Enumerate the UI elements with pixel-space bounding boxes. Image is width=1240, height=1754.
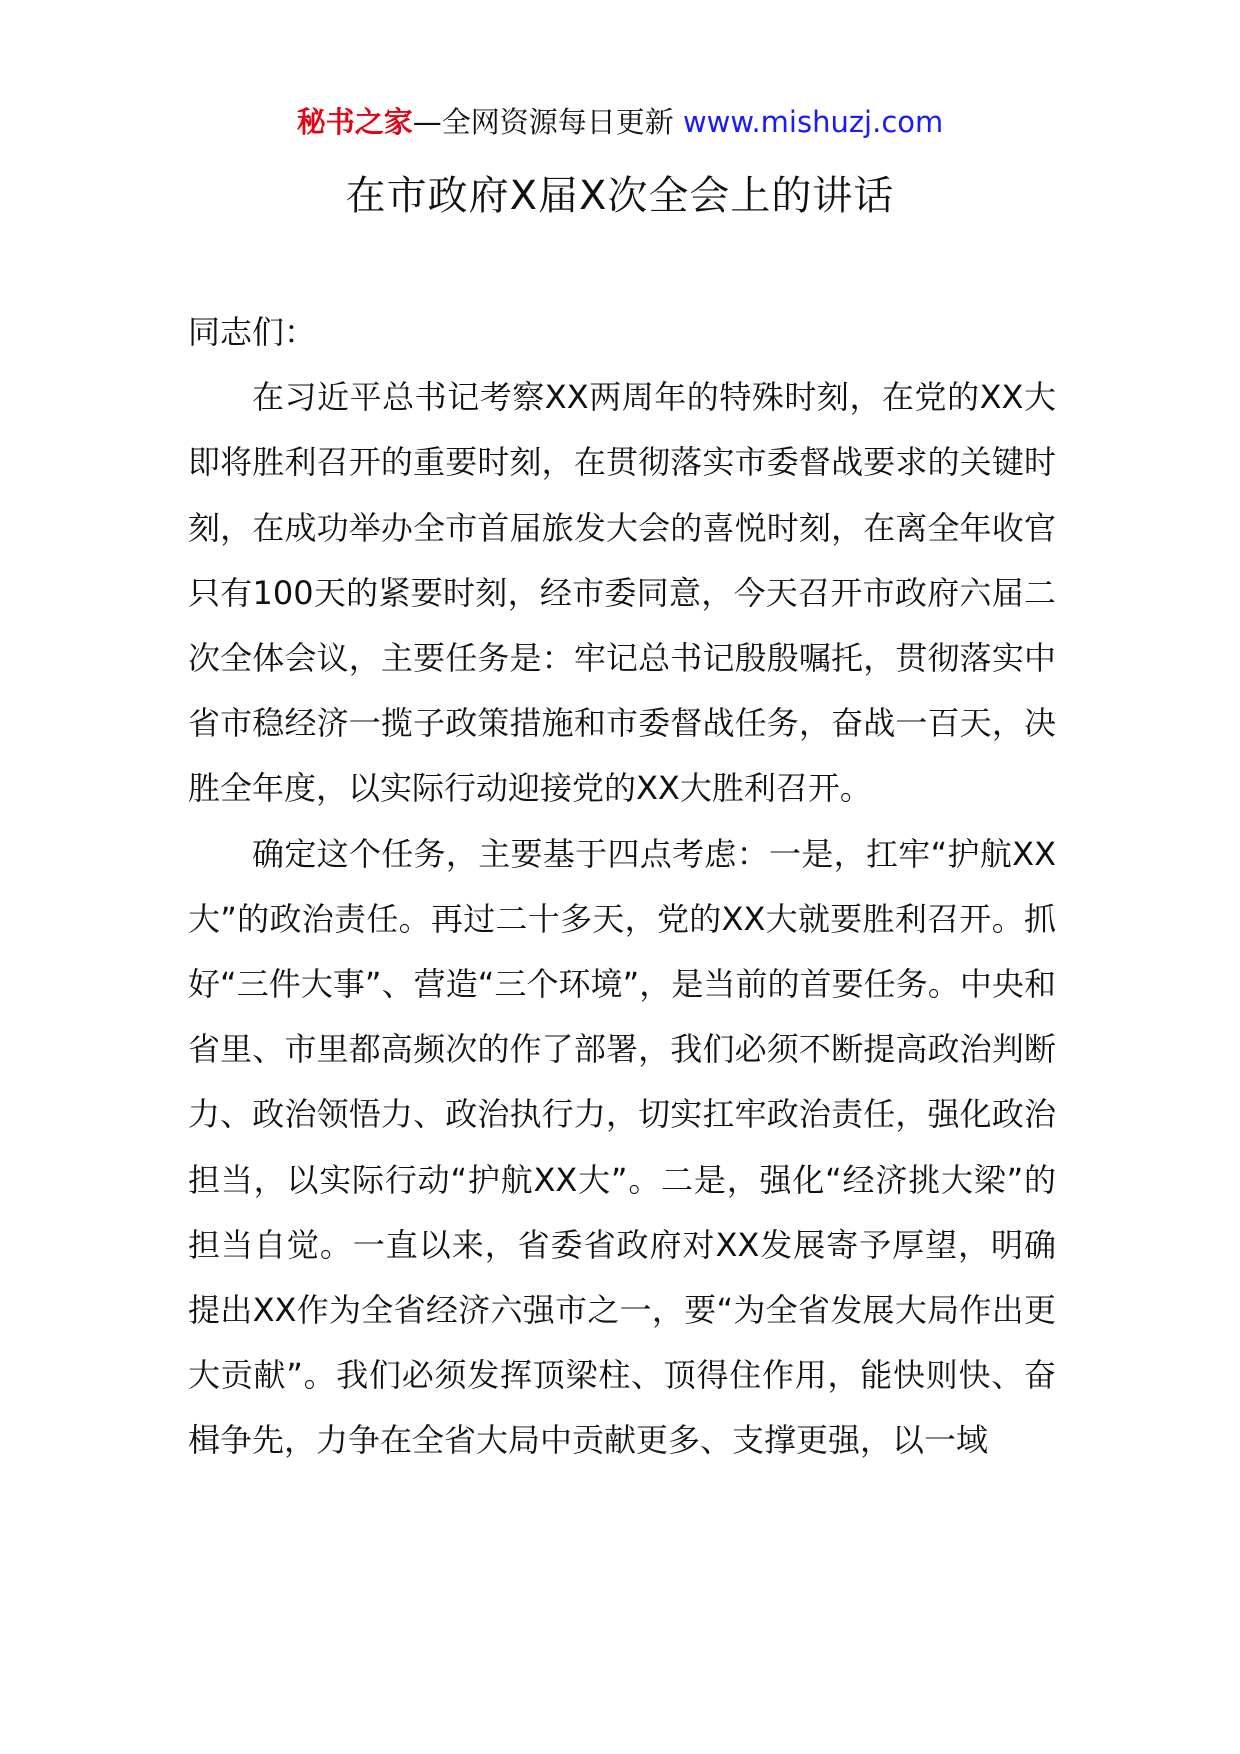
document-title: 在市政府Ⅹ届Ⅹ次全会上的讲话 (345, 173, 895, 219)
brand-name: 秘书之家 (296, 105, 413, 139)
site-url-link[interactable]: www.mishuzj.com (682, 105, 944, 139)
paragraph-1: 在习近平总书记考察XX两周年的特殊时刻，在党的XX大即将胜利召开的重要时刻，在贯彻落实市委督战要求的关键时刻，在成功举办全市首届旅发大会的喜悦时刻，在离全年收官只有100天的紧要时刻，经市委同意，今天召开市政府六届二次全体会议，主要任务是：牢记总书记殷殷嘱托，贯彻落实中省市稳经济一揽子政策措施和市委督战任务，奋战一百天，决胜全年度，以实际行动迎接党的XX大胜利召开。 (188, 378, 1056, 808)
paragraph-2: 确定这个任务，主要基于四点考虑：一是，扛牢“护航XX大”的政治责任。再过二十多天，党的XX大就要胜利召开。抓好“三件大事”、营造“三个环境”，是当前的首要任务。中央和省里、市里都高频次的作了部署，我们必须不断提高政治判断力、政治领悟力、政治执行力，切实扛牢政治责任，强化政治担当，以实际行动“护航XX大”。二是，强化“经济挑大梁”的担当自觉。一直以来，省委省政府对XX发展寄予厚望，明确提出XX作为全省经济六强市之一，要“为全省发展大局作出更大贡献”。我们必须发挥顶梁柱、顶得住作用，能快则快、奋楫争先，力争在全省大局中贡献更多、支撑更强，以一域 (188, 834, 1056, 1460)
document-body (188, 300, 1056, 1474)
site-header (0, 100, 1240, 144)
site-slogan: —全网资源每日更新 (412, 105, 683, 139)
salutation: 同志们： (188, 313, 317, 351)
